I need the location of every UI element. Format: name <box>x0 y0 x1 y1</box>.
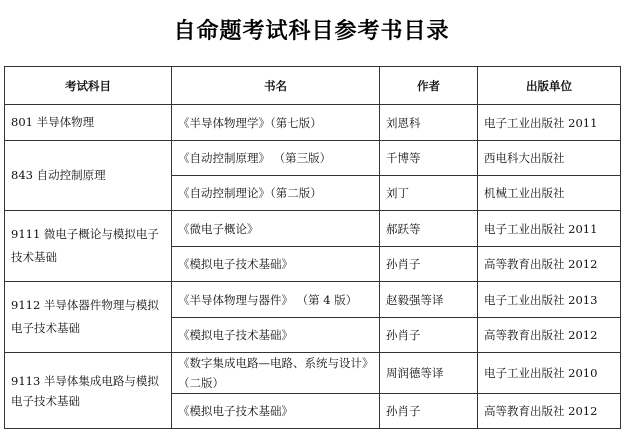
publisher-cell: 机械工业出版社 <box>478 176 621 211</box>
page-title: 自命题考试科目参考书目录 <box>173 19 450 44</box>
book-title-cell: 《半导体物理与器件》 （第 4 版） <box>172 282 380 318</box>
publisher-cell: 电子工业出版社 2013 <box>478 282 621 318</box>
author-cell: 刘丁 <box>380 176 478 211</box>
author-cell: 郝跃等 <box>380 211 478 247</box>
publisher-cell: 电子工业出版社 2010 <box>478 353 621 394</box>
publisher-cell: 电子工业出版社 2011 <box>478 105 621 141</box>
book-title-cell: 《微电子概论》 <box>172 211 380 247</box>
table-row <box>5 282 621 318</box>
book-title-cell: 《模拟电子技术基础》 <box>172 318 380 353</box>
subject-cell: 843 自动控制原理 <box>5 141 172 211</box>
author-cell: 刘恩科 <box>380 105 478 141</box>
header-subject: 考试科目 <box>5 67 172 105</box>
book-title-cell: 《模拟电子技术基础》 <box>172 247 380 282</box>
author-cell: 孙肖子 <box>380 394 478 429</box>
table-row <box>5 141 621 176</box>
book-title-cell: 《自动控制原理》 （第三版） <box>172 141 380 176</box>
table-row <box>5 105 621 141</box>
author-cell: 千博等 <box>380 141 478 176</box>
publisher-cell: 电子工业出版社 2011 <box>478 211 621 247</box>
author-cell: 孙肖子 <box>380 247 478 282</box>
author-cell: 孙肖子 <box>380 318 478 353</box>
book-title-cell: 《半导体物理学》（第七版） <box>172 105 380 141</box>
book-title-cell: 《自动控制理论》（第二版） <box>172 176 380 211</box>
header-book-title: 书名 <box>172 67 380 105</box>
author-cell: 周润德等译 <box>380 353 478 394</box>
subject-cell: 9111 微电子概论与模拟电子技术基础 <box>5 211 172 282</box>
book-title-cell: 《数字集成电路—电路、系统与设计》（二版） <box>172 353 380 394</box>
book-title-cell: 《模拟电子技术基础》 <box>172 394 380 429</box>
subject-cell: 9113 半导体集成电路与模拟电子技术基础 <box>5 353 172 429</box>
publisher-cell: 西电科大出版社 <box>478 141 621 176</box>
publisher-cell: 高等教育出版社 2012 <box>478 318 621 353</box>
header-publisher: 出版单位 <box>478 67 621 105</box>
author-cell: 赵毅强等译 <box>380 282 478 318</box>
subject-cell: 801 半导体物理 <box>5 105 172 141</box>
publisher-cell: 高等教育出版社 2012 <box>478 247 621 282</box>
reference-book-table <box>4 66 621 429</box>
table-row <box>5 211 621 247</box>
publisher-cell: 高等教育出版社 2012 <box>478 394 621 429</box>
table-header-row <box>5 67 621 105</box>
subject-cell: 9112 半导体器件物理与模拟电子技术基础 <box>5 282 172 353</box>
table-row <box>5 353 621 394</box>
header-author: 作者 <box>380 67 478 105</box>
